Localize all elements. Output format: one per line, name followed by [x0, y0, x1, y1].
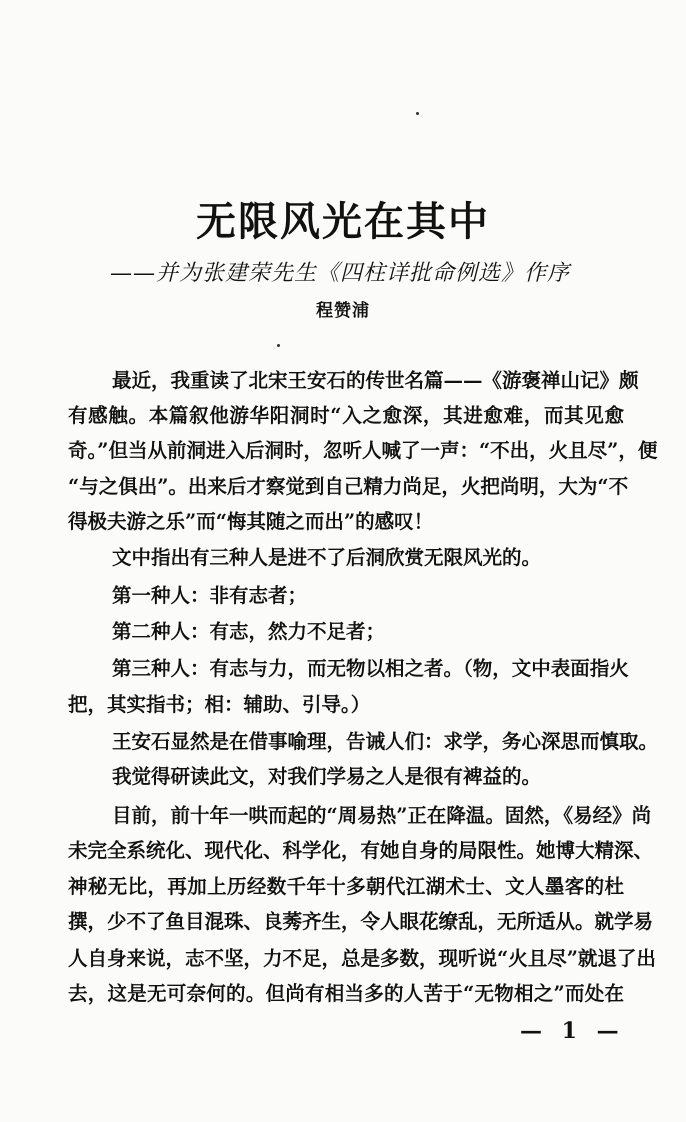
text-line: 目前，前十年一哄而起的“周易热”正在降温。固然，《易经》尚: [112, 804, 652, 827]
text-line: 第一种人：非有志者；: [112, 584, 308, 607]
scan-speck: [277, 344, 280, 347]
text-line: 最近，我重读了北宋王安石的传世名篇——《游褒禅山记》颇: [112, 369, 639, 392]
text-line: 神秘无比，再加上历经数千年十多朝代江湖术士、文人墨客的杜: [68, 875, 624, 898]
text-line: 得极夫游之乐”而“悔其随之而出”的感叹！: [68, 510, 434, 533]
text-line: 人自身来说，志不坚，力不足，总是多数，现听说“火且尽”就退了出: [68, 947, 656, 970]
text-line: 奇。”但当从前洞进入后洞时，忽听人喊了一声：“不出，火且尽”，便: [68, 439, 658, 462]
text-line: 去，这是无可奈何的。但尚有相当多的人苦于“无物相之”而处在: [68, 982, 624, 1005]
author-name: 程赞浦: [316, 301, 370, 321]
text-line: 第二种人：有志，然力不足者；: [112, 620, 386, 643]
text-line: 文中指出有三种人是进不了后洞欣赏无限风光的。: [112, 546, 542, 569]
document-title: 无限风光在其中: [196, 198, 490, 245]
text-line: 王安石显然是在借事喻理，告诫人们：求学，务心深思而慎取。: [112, 730, 659, 753]
text-line: 撰，少不了鱼目混珠、良莠齐生，令人眼花缭乱，无所适从。就学易: [68, 910, 654, 933]
text-line: 有感触。本篇叙他游华阳洞时“入之愈深，其进愈难，而其见愈: [68, 404, 624, 427]
text-line: 我觉得研读此文，对我们学易之人是很有裨益的。: [112, 765, 542, 788]
scan-speck: [416, 112, 419, 115]
text-line: 把，其实指书；相：辅助、引导。）: [68, 693, 371, 716]
text-line: 第三种人：有志与力，而无物以相之者。（物，文中表面指火: [112, 657, 629, 680]
text-line: 未完全系统化、现代化、科学化，有她自身的局限性。她博大精深、: [68, 839, 654, 862]
text-line: “与之俱出”。出来后才察觉到自己精力尚足，火把尚明，大为“不: [68, 475, 629, 498]
document-subtitle: ——并为张建荣先生《四柱详批命例选》作序: [110, 261, 571, 286]
page-number: — 1 —: [520, 1018, 625, 1044]
